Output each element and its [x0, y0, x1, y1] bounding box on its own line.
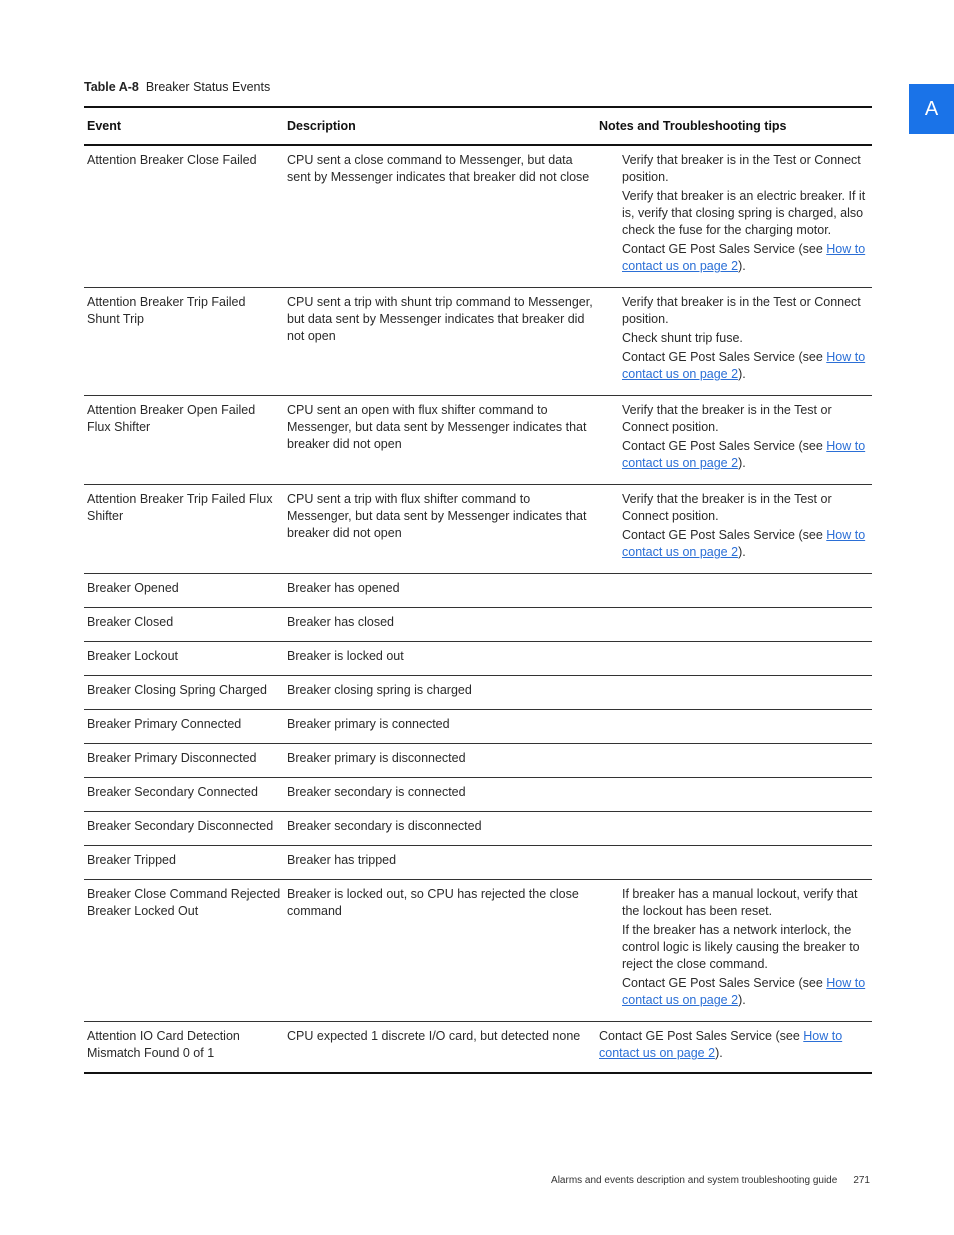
notes-list [599, 294, 869, 383]
event-cell: Attention Breaker Open Failed Flux Shifter [84, 396, 284, 485]
event-cell: Breaker Primary Connected [84, 710, 284, 744]
event-cell: Breaker Secondary Disconnected [84, 812, 284, 846]
table-row [84, 710, 872, 744]
list-item [622, 975, 869, 1009]
note-text: Contact GE Post Sales Service (see [622, 242, 827, 256]
description-cell: CPU sent a trip with flux shifter command to Messenger, but data sent by Messenger indicates that breaker did not open [284, 485, 596, 574]
description-cell: Breaker has tripped [284, 846, 596, 880]
list-item [622, 349, 869, 383]
table-row [84, 145, 872, 288]
event-cell: Breaker Closed [84, 608, 284, 642]
notes-list [599, 491, 869, 561]
table-row [84, 485, 872, 574]
column-header-description: Description [284, 107, 596, 145]
notes-cell [596, 744, 872, 778]
description-cell: Breaker has closed [284, 608, 596, 642]
footer-text: Alarms and events description and system troubleshooting guide [551, 1175, 838, 1186]
table-row [84, 812, 872, 846]
contact-us-link[interactable]: How to contact us on page 2 [622, 242, 866, 273]
list-item [622, 438, 869, 472]
contact-us-link[interactable]: How to contact us on page 2 [622, 976, 866, 1007]
description-cell: CPU sent a trip with shunt trip command to Messenger, but data sent by Messenger indicates that breaker did not open [284, 288, 596, 396]
description-cell: Breaker closing spring is charged [284, 676, 596, 710]
appendix-tab [909, 84, 954, 134]
description-cell: Breaker secondary is connected [284, 778, 596, 812]
notes-cell [596, 778, 872, 812]
event-cell: Breaker Lockout [84, 642, 284, 676]
list-item: Verify that the breaker is in the Test or Connect position. [622, 492, 832, 523]
event-cell: Attention Breaker Close Failed [84, 145, 284, 288]
breaker-status-events-table [84, 106, 872, 1074]
note-text: Contact GE Post Sales Service (see [622, 350, 827, 364]
table-row [84, 676, 872, 710]
description-cell: CPU expected 1 discrete I/O card, but detected none [284, 1022, 596, 1074]
description-cell: CPU sent an open with flux shifter command to Messenger, but data sent by Messenger indicates that breaker did not open [284, 396, 596, 485]
table-row [84, 846, 872, 880]
event-cell: Breaker Secondary Connected [84, 778, 284, 812]
note-text: Contact GE Post Sales Service (see [622, 439, 827, 453]
notes-cell [596, 676, 872, 710]
notes-cell [596, 485, 872, 574]
table-row [84, 574, 872, 608]
note-text: ). [738, 367, 746, 381]
table-caption [84, 80, 270, 94]
notes-cell [596, 574, 872, 608]
notes-list [599, 886, 869, 1009]
table-row [84, 288, 872, 396]
list-item: Verify that breaker is in the Test or Connect position. [622, 153, 861, 184]
column-header-event: Event [84, 107, 284, 145]
description-cell: Breaker primary is connected [284, 710, 596, 744]
description-cell: Breaker is locked out [284, 642, 596, 676]
description-cell: Breaker is locked out, so CPU has rejected the close command [284, 880, 596, 1022]
table-row [84, 744, 872, 778]
list-item: If breaker has a manual lockout, verify that the lockout has been reset. [622, 887, 858, 918]
note-text: Contact GE Post Sales Service (see [622, 976, 827, 990]
event-cell: Attention Breaker Trip Failed Flux Shifter [84, 485, 284, 574]
appendix-tab-letter: A [924, 97, 939, 120]
event-cell: Breaker Closing Spring Charged [84, 676, 284, 710]
notes-cell [596, 710, 872, 744]
contact-us-link[interactable]: How to contact us on page 2 [599, 1029, 843, 1060]
description-cell: Breaker secondary is disconnected [284, 812, 596, 846]
event-cell: Breaker Tripped [84, 846, 284, 880]
contact-us-link[interactable]: How to contact us on page 2 [622, 350, 866, 381]
column-header-notes: Notes and Troubleshooting tips [596, 107, 872, 145]
notes-cell [596, 846, 872, 880]
list-item: Check shunt trip fuse. [622, 331, 743, 345]
table-row [84, 1022, 872, 1074]
notes-cell [596, 1022, 872, 1074]
table-caption-label: Table A-8 [84, 80, 139, 94]
description-cell: Breaker has opened [284, 574, 596, 608]
event-cell: Attention Breaker Trip Failed Shunt Trip [84, 288, 284, 396]
notes-cell [596, 812, 872, 846]
table-header-row [84, 107, 872, 145]
table-row [84, 608, 872, 642]
event-cell: Breaker Primary Disconnected [84, 744, 284, 778]
page-footer [535, 1175, 870, 1186]
event-cell: Attention IO Card Detection Mismatch Found 0 of 1 [84, 1022, 284, 1074]
notes-cell [596, 288, 872, 396]
note-text: ). [738, 456, 746, 470]
list-item [622, 241, 869, 275]
list-item: Verify that breaker is an electric breaker. If it is, verify that closing spring is charged, also check the fuse for the charging motor. [622, 189, 866, 237]
page-number: 271 [853, 1175, 870, 1186]
table-caption-title: Breaker Status Events [145, 80, 271, 94]
note-text: ). [738, 993, 746, 1007]
list-item: Verify that breaker is in the Test or Connect position. [622, 295, 861, 326]
table-row [84, 880, 872, 1022]
table-row [84, 642, 872, 676]
note-text: ). [738, 259, 746, 273]
notes-list [599, 402, 869, 472]
list-item [622, 527, 869, 561]
notes-cell [596, 396, 872, 485]
contact-us-link[interactable]: How to contact us on page 2 [622, 439, 866, 470]
note-text: Contact GE Post Sales Service (see [622, 528, 827, 542]
list-item: If the breaker has a network interlock, the control logic is likely causing the breaker to reject the close command. [622, 923, 860, 971]
notes-list [599, 152, 869, 275]
description-cell: CPU sent a close command to Messenger, but data sent by Messenger indicates that breaker did not close [284, 145, 596, 288]
note-text: Contact GE Post Sales Service (see [599, 1029, 804, 1043]
notes-cell [596, 642, 872, 676]
table-row [84, 396, 872, 485]
event-cell: Breaker Close Command Rejected Breaker Locked Out [84, 880, 284, 1022]
event-cell: Breaker Opened [84, 574, 284, 608]
notes-cell [596, 880, 872, 1022]
table-row [84, 778, 872, 812]
list-item: Verify that the breaker is in the Test or Connect position. [622, 403, 832, 434]
note-text: ). [715, 1046, 723, 1060]
note-text: ). [738, 545, 746, 559]
notes-cell [596, 608, 872, 642]
description-cell: Breaker primary is disconnected [284, 744, 596, 778]
contact-us-link[interactable]: How to contact us on page 2 [622, 528, 866, 559]
notes-cell [596, 145, 872, 288]
